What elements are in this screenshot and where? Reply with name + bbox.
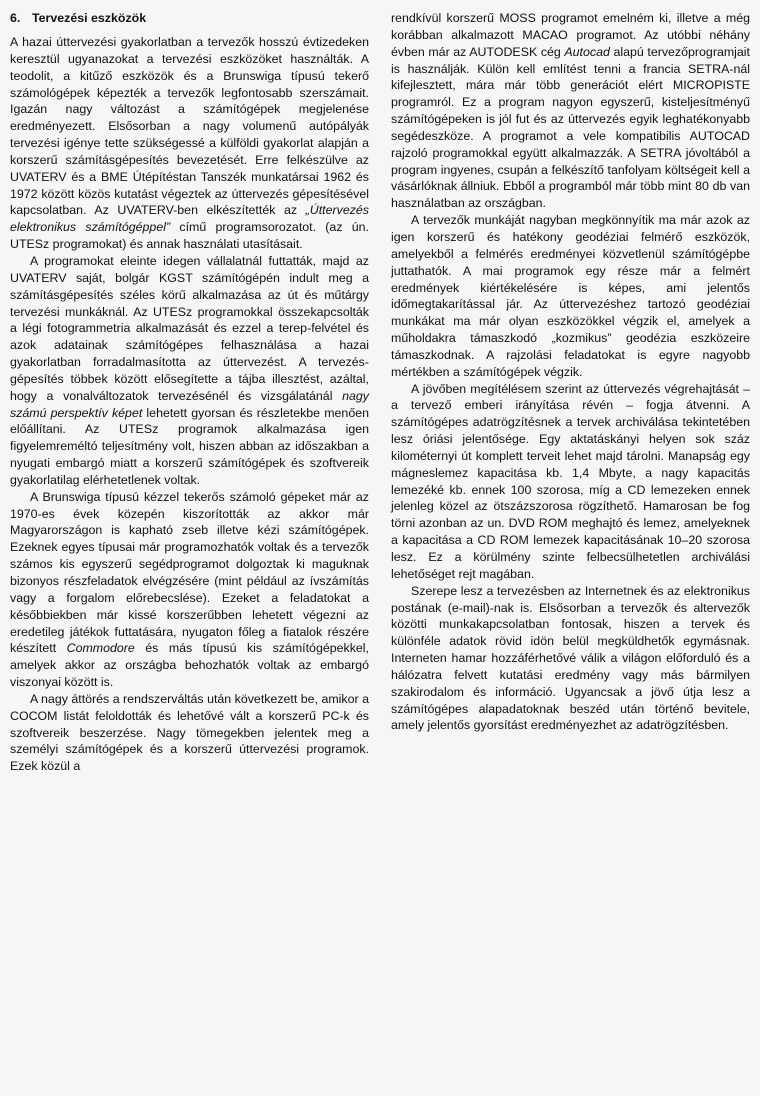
- paragraph-text: alapú tervezőprogramjait is használják. Külön kell említést tenni a francia SETRA-nál kifejlesztett, mára már több generációt elért MICROPISTE programról. Ez a program nagyon egyszerű, kisteljesítményű számítógépeken is jól fut és az úttervezés egyik leghatékonyabb segédeszköze. A programot a vele kompatibilis AUTOCAD rajzoló programokkal együtt alkalmazzák. A SETRA jóvoltából a program ingyenes, csupán a felkészítő tanfolyam költségeit kell a vásárlóknak állniuk. Ebből a programból már több mint 80 db van használatban az országban.: [391, 44, 750, 211]
- paragraph-text: A Brunswiga típusú kézzel tekerős számoló gépeket már az 1970-es évek közepén kiszorították az akkor már Magyarországon is kapható zseb illetve kézi számítógépek. Ezeknek egyes típusai már programozhatók voltak és a tervezők számos kis egyszerű segédprogramot dolgoztak ki maguknak bizonyos részfeladatok elvégzésére (mint például az ívszámítás vagy a forgalom előrebecslése). Ezeket a feladatokat a későbbiekben már kissé korszerűbben lehetett végezni az eredetileg játékok futtatására, nyugaton főleg a fiatalok részére készített: [10, 489, 369, 656]
- paragraph-text: Szerepe lesz a tervezésben az Internetnek és az elektronikus postának (e-mail)-nak is. Elsősorban a tervezők és altervezők közötti munkakapcsolatban fontosak, hiszen a tervek és különféle adatok rövid idön belül megküldhetők egymásnak. Interneten hamar hozzáférhetővé válik a világon előforduló és a hálózatra felvett kutatási eredmény vagy más bármilyen szakirodalom és információ. Ugyancsak a jövő útja lesz a számítógépes alapadatoknak beszéd után történő bevitele, amely jelentős gyorsítást eredményezhet az adatrögzítésben.: [391, 583, 750, 733]
- section-heading: [10, 10, 369, 26]
- paragraph-p4: [10, 691, 369, 775]
- paragraph-text: A programokat eleinte idegen vállalatnál futtatták, majd az UVATERV saját, bolgár KGST számítógépén indult meg a számításgépesítés széles körű alkalmazása az út és műtárgy tervezési munkáknál. Az UTESz programokkal összekapcsolták a légi fotogrammetria alkalmazását és ezzel a terep-felvétel és azok adatainak számítógépes felhasználása a hazai gyakorlatban forradalmasította az úttervezést. A tervezés-gépesítés többek között elősegítette a tájba illesztést, azáltal, hogy a vonalváltozatok tervezésénél és vizsgálatánál: [10, 253, 369, 403]
- paragraph-p3: [10, 489, 369, 691]
- paragraph-p7: [391, 381, 750, 583]
- right-column: [391, 10, 750, 1096]
- paragraph-p5: [391, 10, 750, 212]
- emphasis-text: Commodore: [66, 641, 135, 656]
- emphasis-text: „Úttervezés elektronikus számítógéppel”: [10, 203, 369, 235]
- paragraph-text: rendkívül korszerű MOSS programot emelném ki, illetve a még korábban alkalmazott MACAO programot. Az utóbbi néhány évben már az AUTODESK cég: [391, 11, 750, 59]
- emphasis-text: nagy számú perspektív képet: [10, 388, 369, 420]
- paragraph-p1: [10, 34, 369, 253]
- left-column: [10, 10, 369, 1096]
- paragraph-text: című programsorozatot. (az ún. UTESz programokat) és annak használati utasításait.: [10, 220, 370, 252]
- paragraph-p2: [10, 253, 369, 489]
- paragraph-text: lehetett gyorsan és részletekbe menően előállítani. Az UTESz programok alkalmazása igen figyelemreméltó teljesítmény volt, hiszen abban az időszakban a nyugati embargó miatt a korszerű számítógépek és szoftvereik gyakorlatilag elérhetetlenek voltak.: [10, 405, 369, 487]
- paragraph-p8: [391, 583, 750, 735]
- section-title: Tervezési eszközök: [32, 11, 147, 25]
- emphasis-text: Autocad: [564, 44, 610, 59]
- paragraph-text: A jövőben megítélésem szerint az úttervezés végrehajtását – a tervező emberi irányítása révén – fogja átvenni. A számítógépes adatrögzítésnek a tervek archiválása tekintetében lesz óriási jelentősége. Egy aktatáskányi helyen sok száz kilométernyi út komplett terveit lehet majd tárolni. Manapság egy mágneslemez kapacitása kb. 1,4 Mbyte, a nagy kapacitás lemezéké kb. ennek 100 szorosa, míg a CD lemezeken ennek jelenleg közel az ötszázszorosa rögzíthető. Hamarosan be fog törni azonban az un. DVD ROM meghajtó és lemez, amelyeknek a kapacitása a CD ROM lemezek kapacitásának 10–20 szorosa lesz. Ez a körülmény szinte felbecsülhetetlen archiválási lehetőséget rejt magában.: [391, 381, 750, 581]
- paragraph-text: A nagy áttörés a rendszerváltás után következett be, amikor a COCOM listát feloldották és lehetővé vált a korszerű PC-k és szoftvereik beszerzése. Nagy tömegekben jelentek meg a személyi számítógépek és a korszerű úttervezési programok. Ezek közül a: [10, 691, 369, 774]
- section-number: 6.: [10, 11, 21, 25]
- paragraph-text: A tervezők munkáját nagyban megkönnyítik ma már azok az igen korszerű és hatékony geodéziai felmérő eszközök, amelyekből a felmérés eredményei közvetlenül számítógépbe juttathatók. A mai programok egy része már a felmért eredmények kiértékelésére is képes, ami jelentős időmegtakarítással jár. Az úttervezéshez tartozó geodéziai munkákat ma már olyan eszközökkel végzik el, amelyek a műholdakra támaszkodó „kozmikus” geodézia eszközeire támaszkodnak. A rajzolási feladatokat is egyre nagyobb mértékben a számítógépek végzik.: [391, 213, 750, 379]
- paragraph-text: A hazai úttervezési gyakorlatban a tervezők hosszú évtizedeken keresztül ugyanazokat a tervezési eszközöket használták. A teodolit, a kitűző eszközök és a Brunswiga típusú tekerő számológépek képezték a tervezők legfontosabb szerszámait. Igazán nagy változást a számítógépek megjelenése eredményezett. Elsősorban a nagy volumenű autópályák tervezési igénye tette szükségessé a külföldi gyakorlat alapján a korszerű számításgépesítés bevezetését. Erre felkészülve az UVATERV és a BME Útépítéstan Tanszék munkatársai 1962 és 1972 között közös kutatást végeztek az úttervezés gépesítésével kapcsolatban. Az UVATERV-ben elkészítették az: [10, 35, 369, 218]
- paragraph-text: és más típusú kis számítógépekkel, amelyek akkor az országba behozhatók voltak az embargó viszonyai között is.: [10, 641, 369, 690]
- paragraph-p6: [391, 212, 750, 380]
